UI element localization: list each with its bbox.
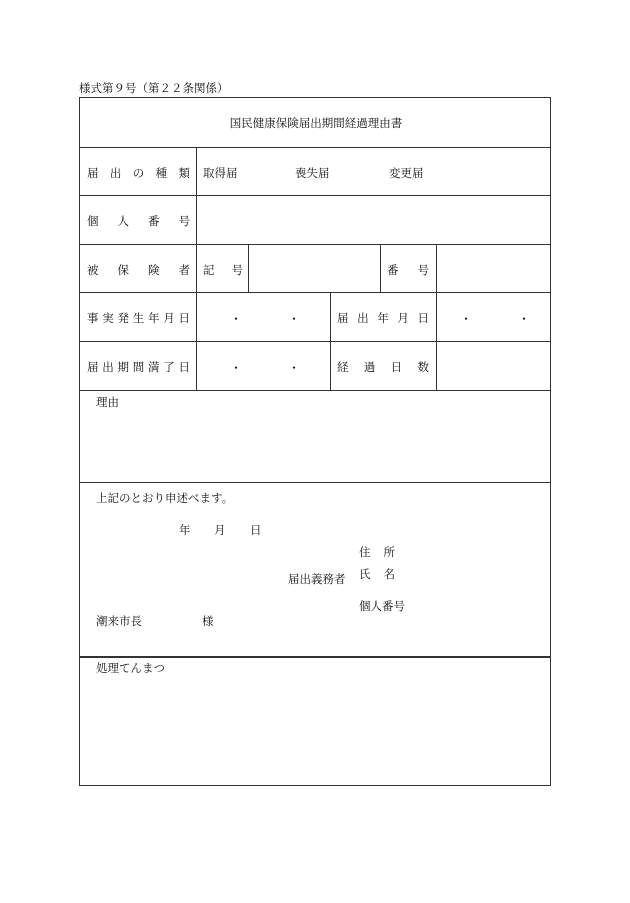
date-year-label: 年 — [179, 523, 191, 537]
number-label: 番 号 — [387, 263, 429, 277]
date-separator: ・ — [460, 312, 473, 326]
deadline-date-field[interactable] — [198, 343, 328, 388]
column-divider — [248, 244, 249, 292]
date-separator: ・ — [230, 361, 243, 375]
form-number: 様式第９号（第２２条関係） — [79, 81, 229, 95]
processing-label: 処理てんまつ — [96, 661, 165, 675]
personal-number-label: 個 人 番 号 — [87, 214, 190, 228]
insured-label: 被 保 険 者 — [87, 263, 190, 277]
row-divider — [80, 482, 550, 483]
event-date-field[interactable] — [198, 294, 328, 339]
option-acquisition[interactable]: 取得届 — [203, 166, 238, 180]
name-label: 氏 名 — [359, 567, 395, 581]
address-field[interactable] — [402, 538, 548, 560]
application-form — [79, 97, 551, 786]
column-divider — [330, 292, 331, 390]
column-divider — [436, 244, 437, 390]
reason-label: 理由 — [96, 395, 119, 409]
row-divider — [80, 195, 550, 196]
date-separator: ・ — [518, 312, 531, 326]
insured-symbol-field[interactable] — [250, 246, 378, 291]
date-separator: ・ — [230, 312, 243, 326]
row-divider — [80, 292, 550, 293]
form-title: 国民健康保険届出期間経過理由書 — [229, 116, 403, 130]
notification-type-label: 届 出 の 種 類 — [87, 166, 190, 180]
column-divider — [196, 147, 197, 390]
reason-field[interactable] — [82, 410, 548, 480]
honorific: 様 — [202, 614, 214, 628]
date-month-label: 月 — [214, 523, 226, 537]
address-label: 住 所 — [359, 545, 395, 559]
name-field[interactable] — [402, 562, 548, 584]
insured-number-field[interactable] — [438, 246, 550, 291]
symbol-label: 記 号 — [203, 263, 243, 277]
processing-field[interactable] — [82, 676, 548, 782]
obligor-label: 届出義務者 — [288, 572, 346, 586]
submit-date-field[interactable] — [438, 294, 550, 339]
event-date-label: 事 実 発 生 年 月 日 — [87, 311, 190, 325]
row-divider — [80, 244, 550, 245]
obligor-personal-number-field[interactable] — [414, 592, 548, 614]
personal-number-field[interactable] — [198, 197, 550, 242]
deadline-label: 届 出 期 間 満 了 日 — [87, 360, 190, 374]
submit-date-label: 届 出 年 月 日 — [337, 311, 429, 325]
option-loss[interactable]: 喪失届 — [295, 166, 330, 180]
declaration-statement: 上記のとおり申述べます。 — [96, 491, 234, 505]
row-divider — [80, 656, 550, 658]
elapsed-days-field[interactable] — [438, 343, 550, 388]
elapsed-days-label: 経 過 日 数 — [337, 360, 429, 374]
row-divider — [80, 390, 550, 391]
row-divider — [80, 147, 550, 148]
addressee: 潮来市長 — [96, 614, 142, 628]
date-separator: ・ — [288, 361, 301, 375]
date-separator: ・ — [288, 312, 301, 326]
date-day-label: 日 — [250, 523, 262, 537]
obligor-personal-number-label: 個人番号 — [359, 599, 405, 613]
option-change[interactable]: 変更届 — [389, 166, 424, 180]
row-divider — [80, 341, 550, 342]
column-divider — [380, 244, 381, 292]
